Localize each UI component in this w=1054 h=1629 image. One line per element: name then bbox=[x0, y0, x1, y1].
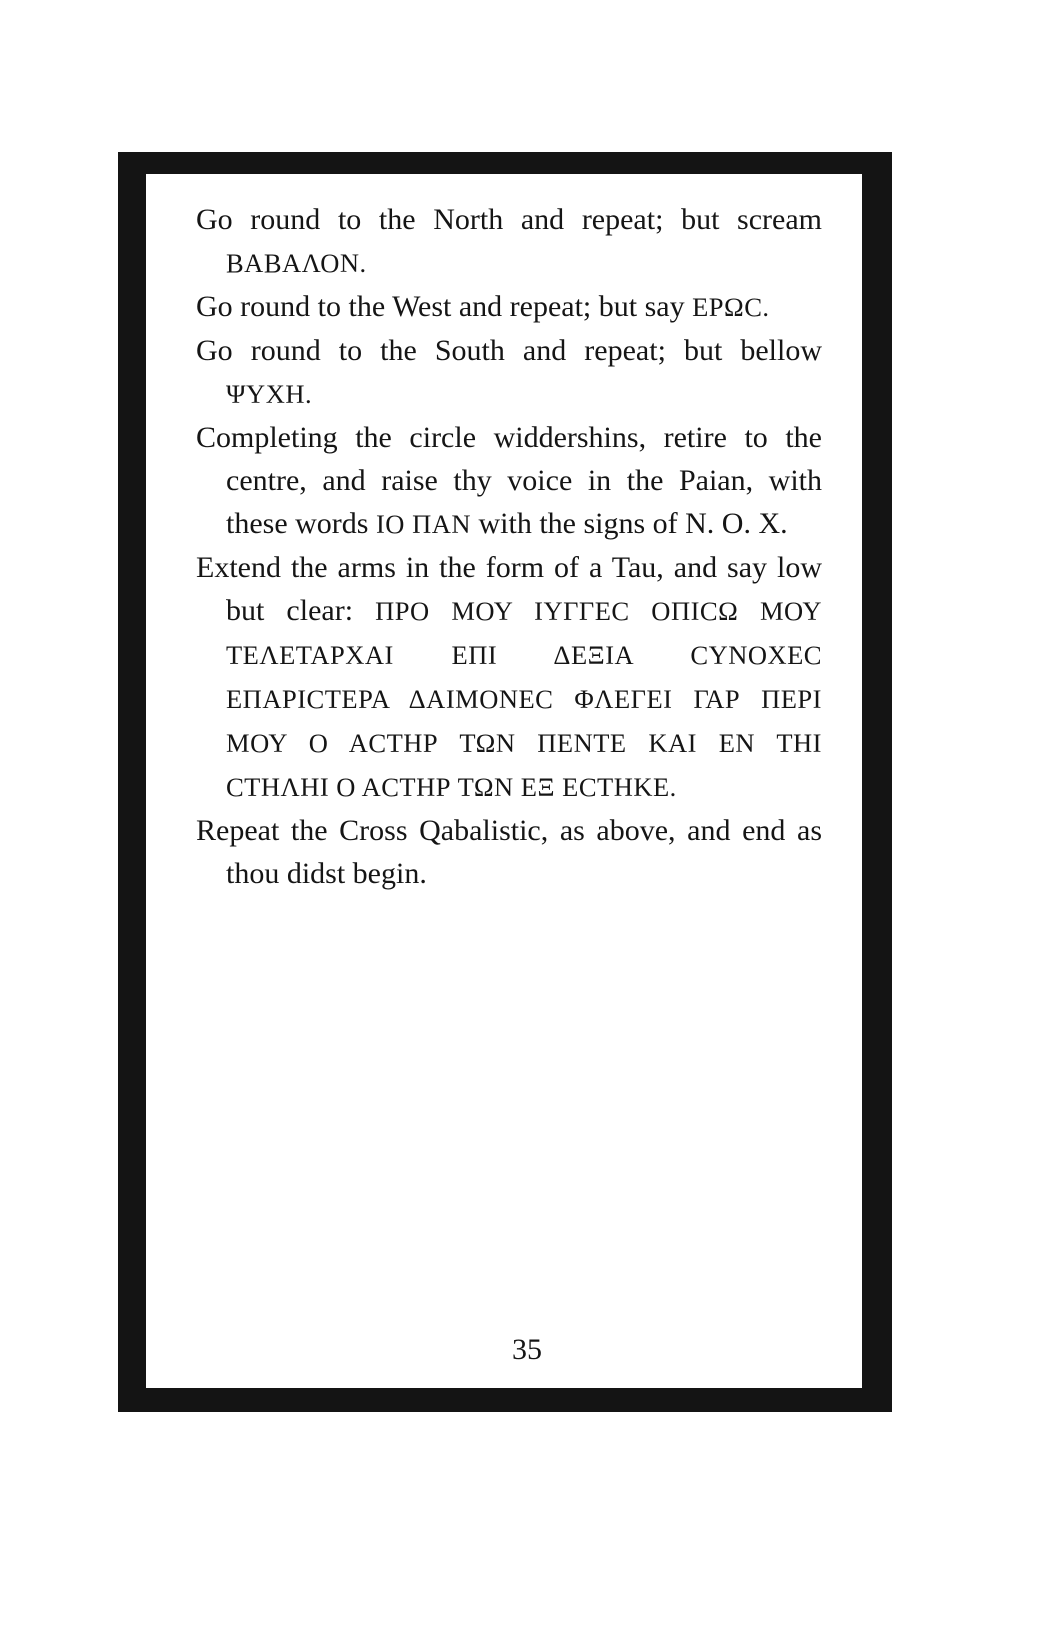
greek-invocation: ΠΡΟ ΜΟΥ ΙΥΓΓΕϹ ΟΠΙϹΩ ΜΟΥ ΤΕΛΕΤΑΡΧΑΙ ΕΠΙ ΔΕΞΙΑ ϹΥΝΟΧΕϹ ΕΠΑΡΙϹΤΕΡΑ ΔΑΙΜΟΝΕϹ ΦΛΕΓΕΙ ΓΑΡ ΠΕΡΙ ΜΟΥ Ο ΑϹΤΗΡ ΤΩΝ ΠΕΝΤΕ ΚΑΙ ΕΝ ΤΗΙ ϹΤΗΛΗΙ Ο ΑϹΤΗΡ ΤΩΝ ΕΞ ΕϹΤΗΚΕ. bbox=[226, 596, 823, 802]
paragraph-south bbox=[196, 329, 822, 416]
paragraph-repeat-text: Repeat the Cross Qabalistic, as above, and end as thou didst begin. bbox=[196, 814, 822, 890]
paragraph-repeat bbox=[196, 809, 822, 895]
paragraph-south-text: Go round to the South and repeat; but bellow bbox=[196, 334, 822, 367]
paragraph-west bbox=[196, 285, 822, 329]
paragraph-centre bbox=[196, 416, 822, 546]
paragraph-centre-text-after: with the signs of N. O. X. bbox=[478, 507, 788, 540]
paragraph-north bbox=[196, 198, 822, 285]
greek-io-pan: ΙΟ ΠΑΝ bbox=[375, 509, 471, 539]
paragraph-centre-text: Completing the circle widdershins, retire to the centre, and raise thy voice in the Paian, with these words bbox=[196, 421, 822, 540]
paragraph-north-text: Go round to the North and repeat; but scream bbox=[196, 203, 822, 236]
ritual-text bbox=[196, 198, 822, 895]
greek-word-psyche: ΨΥΧΗ. bbox=[226, 379, 313, 409]
paragraph-tau bbox=[196, 546, 822, 809]
greek-word-eros: ΕΡΩϹ. bbox=[692, 292, 770, 322]
page-number: 35 bbox=[512, 1333, 542, 1366]
greek-word-babalon: ΒΑΒΑΛΟΝ. bbox=[226, 248, 367, 278]
paragraph-west-text: Go round to the West and repeat; but say bbox=[196, 290, 685, 323]
paragraph-tau-text: Extend the arms in the form of a Tau, and say low but clear: bbox=[196, 551, 822, 627]
